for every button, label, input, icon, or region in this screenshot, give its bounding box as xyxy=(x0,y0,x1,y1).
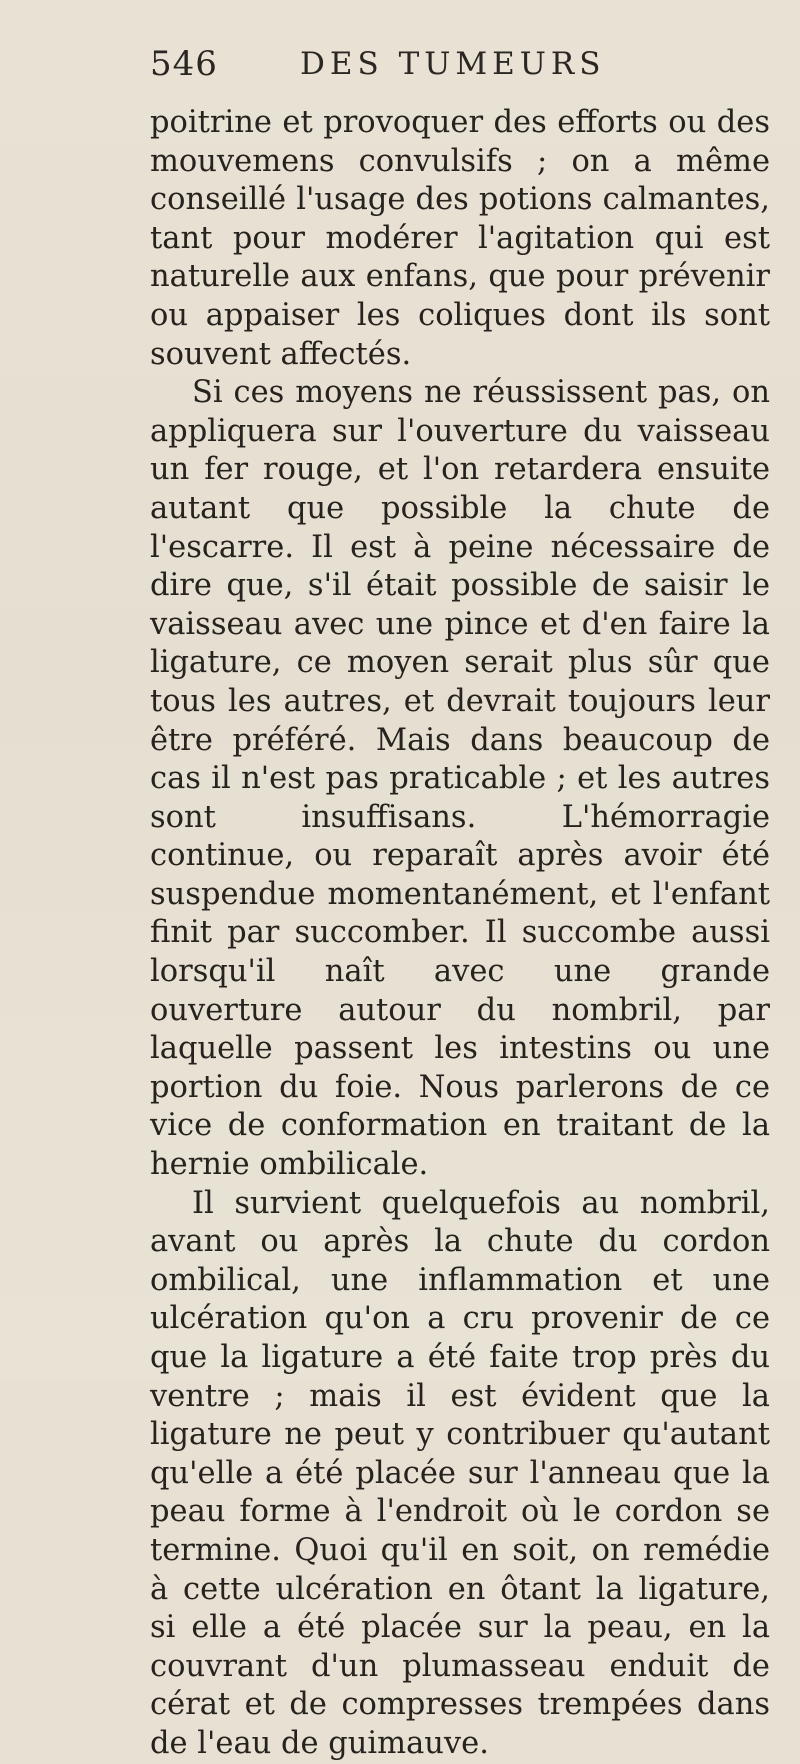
paragraph-1: poitrine et provoquer des efforts ou des mouvemens convulsifs ; on a même conseillé l'usage des potions calmantes, tant pour modérer l'agitation qui est naturelle aux enfans, que pour prévenir ou appaiser les coliques dont ils sont souvent affectés. xyxy=(150,105,770,372)
running-title: DES TUMEURS xyxy=(300,46,606,82)
paragraph-2: Si ces moyens ne réussissent pas, on appliquera sur l'ouverture du vaisseau un fer rouge, et l'on retardera ensuite autant que possible la chute de l'escarre. Il est à peine nécessaire de dire que, s'il était possible de saisir le vaisseau avec une pince et d'en faire la ligature, ce moyen serait plus sûr que tous les autres, et devrait toujours leur être préféré. Mais dans beaucoup de cas il n'est pas praticable ; et les autres sont insuffisans. L'hémorragie continue, ou reparaît après avoir été suspendue momentanément, et l'enfant finit par succomber. Il succombe aussi lorsqu'il naît avec une grande ouverture autour du nombril, par laquelle passent les intestins ou une portion du foie. Nous parlerons de ce vice de conformation en traitant de la hernie ombilicale. xyxy=(150,375,770,1183)
body-text xyxy=(150,104,770,1764)
paragraph-3: Il survient quelquefois au nombril, avant ou après la chute du cordon ombilical, une inflammation et une ulcération qu'on a cru provenir de ce que la ligature a été faite trop près du ventre ; mais il est évident que la ligature ne peut y contribuer qu'autant qu'elle a été placée sur l'anneau que la peau forme à l'endroit où le cordon se termine. Quoi qu'il en soit, on remédie à cette ulcération en ôtant la ligature, si elle a été placée sur la peau, en la couvrant d'un plumasseau enduit de cérat et de compresses trempées dans de l'eau de guimauve. xyxy=(150,1185,770,1761)
page-header xyxy=(150,44,770,94)
page-number: 546 xyxy=(150,44,218,84)
